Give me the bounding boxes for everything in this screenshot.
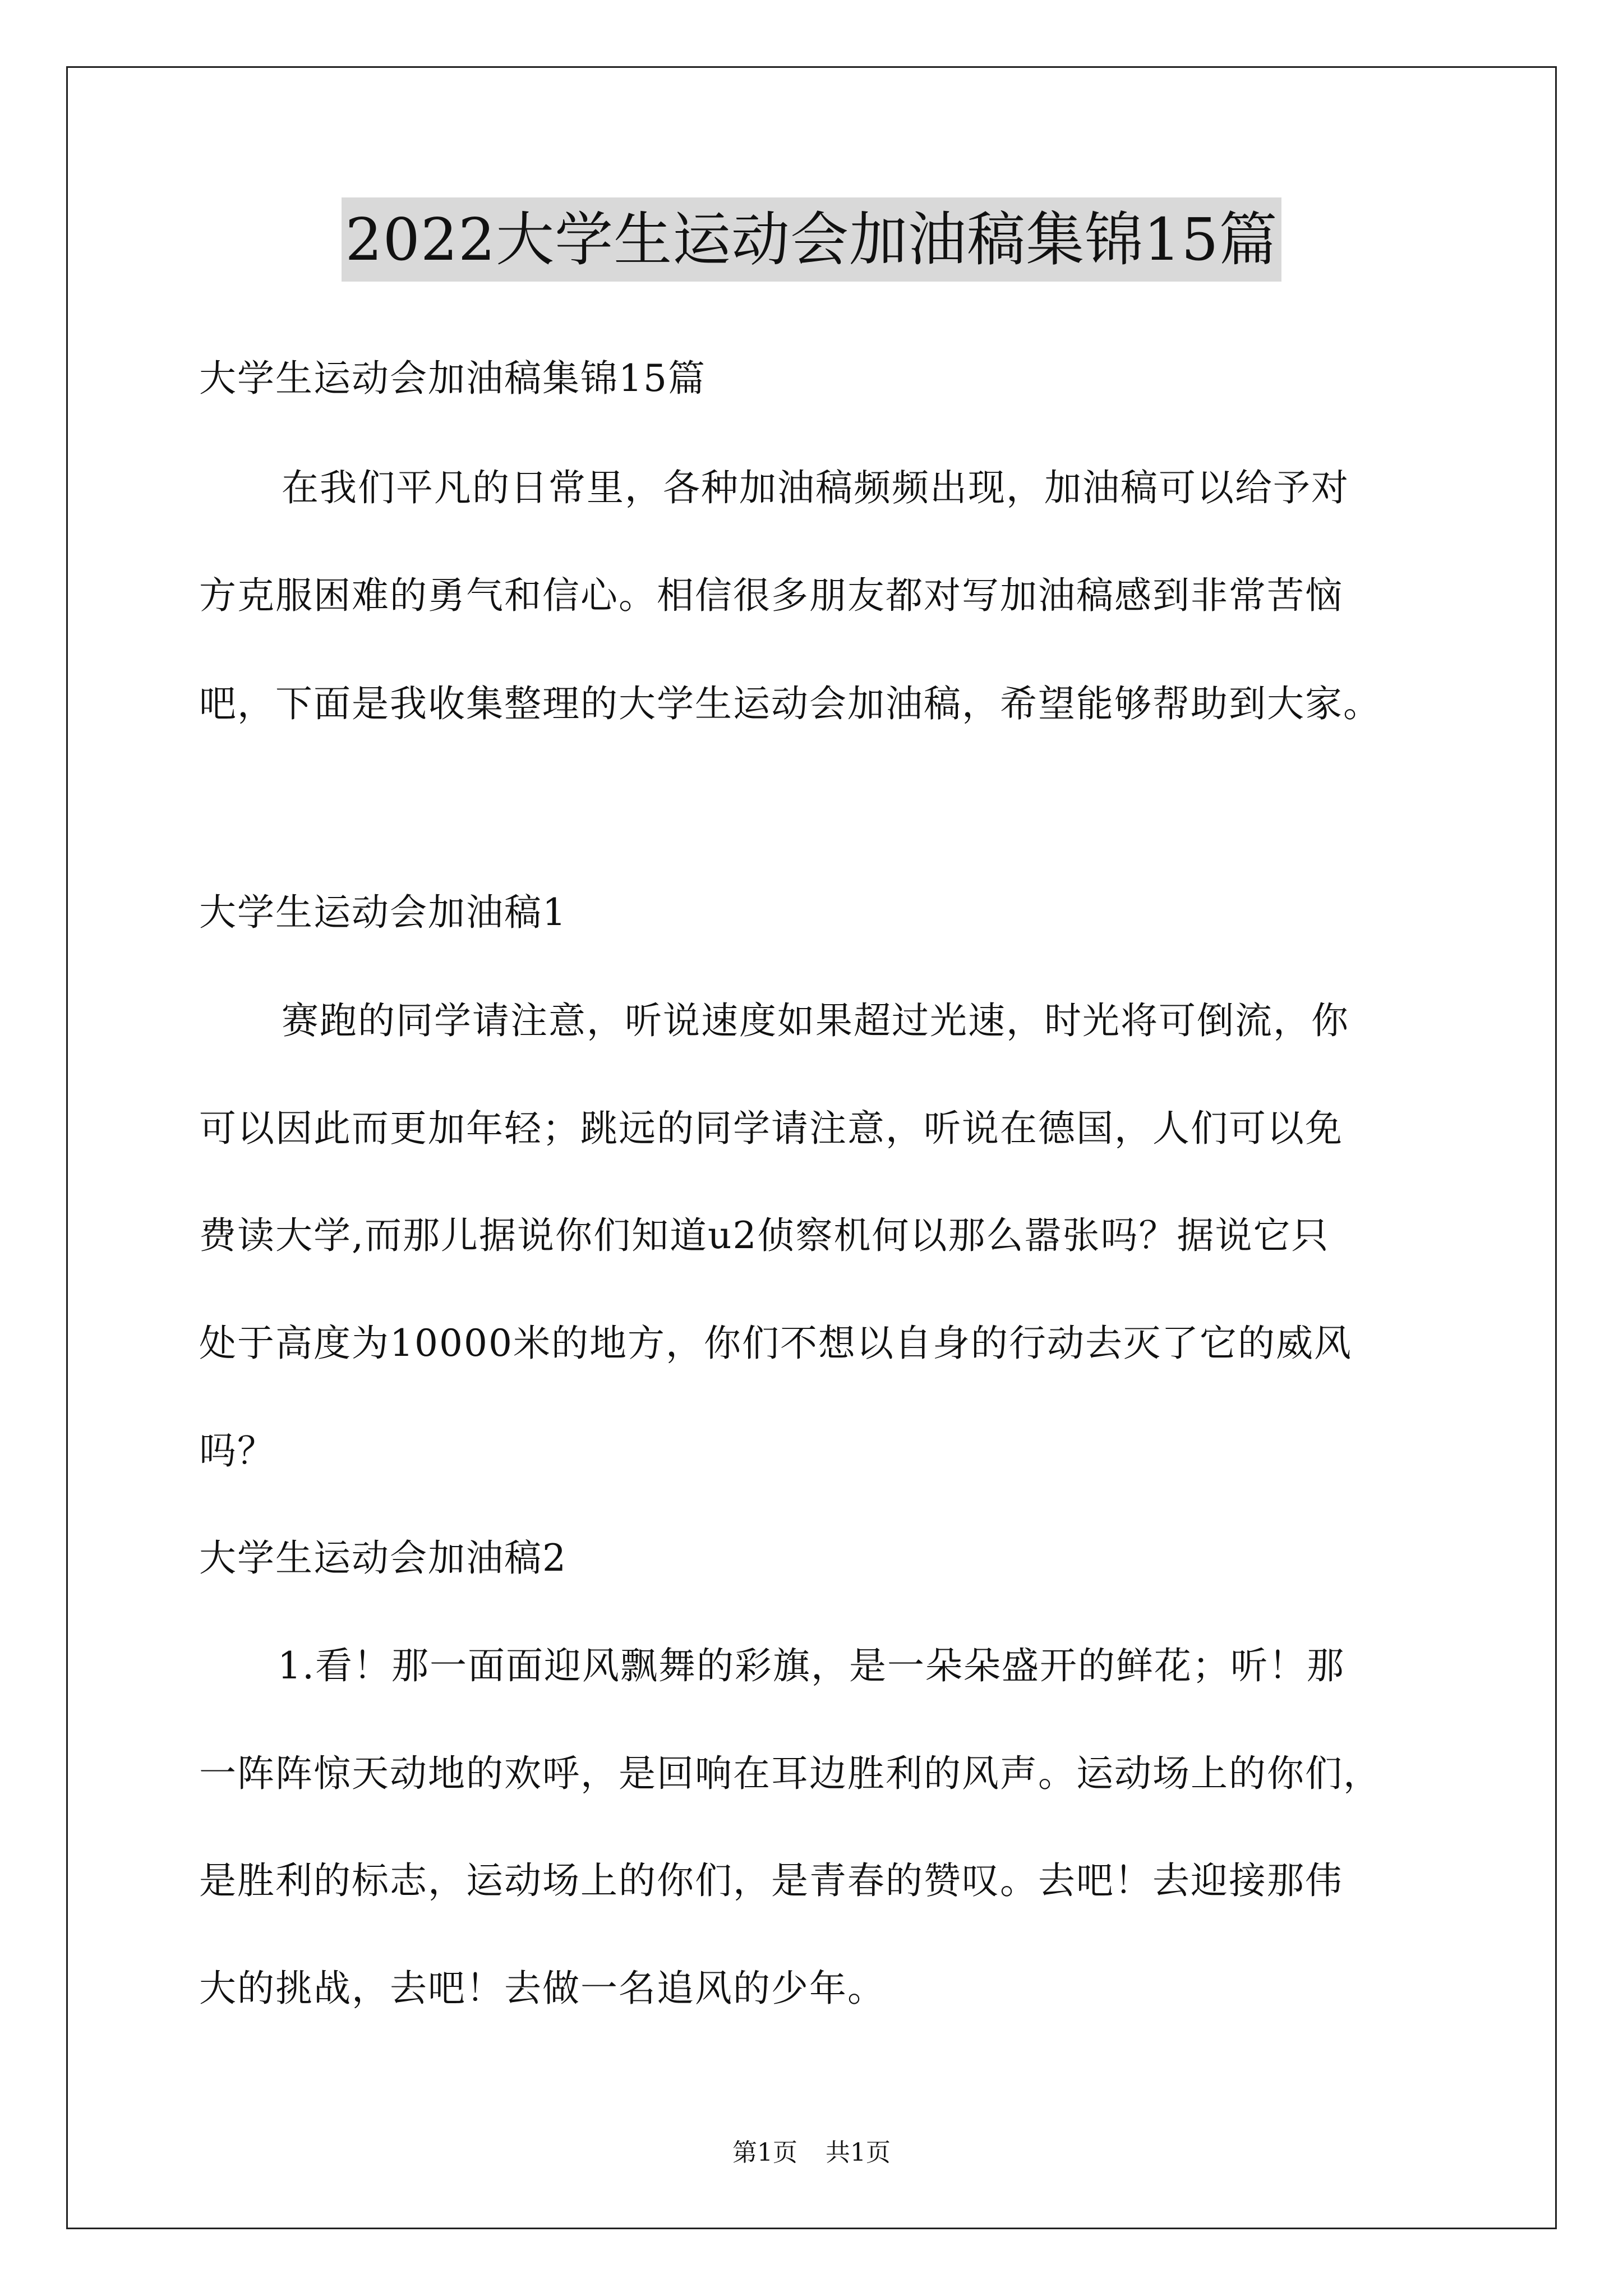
section-2-line-4: 大的挑战，去吧！去做一名追风的少年。 — [199, 1967, 886, 2010]
section-1-line-4: 处于高度为10000米的地方，你们不想以自身的行动去灭了它的威风 — [199, 1322, 1352, 1365]
title-wrapper — [0, 197, 1623, 282]
section-1-line-5: 吗？ — [199, 1429, 275, 1473]
page-total: 共1页 — [826, 2138, 891, 2167]
section-2-line-2: 一阵阵惊天动地的欢呼，是回响在耳边胜利的风声。运动场上的你们， — [199, 1752, 1381, 1795]
section-1-line-3: 费读大学,而那儿据说你们知道u2侦察机何以那么嚣张吗？据说它只 — [199, 1214, 1330, 1257]
page-number: 第1页 — [732, 2138, 797, 2167]
section-2-line-3: 是胜利的标志，运动场上的你们，是青春的赞叹。去吧！去迎接那伟 — [199, 1859, 1343, 1902]
subtitle-line: 大学生运动会加油稿集锦15篇 — [199, 357, 706, 400]
section-1-line-2: 可以因此而更加年轻；跳远的同学请注意，听说在德国，人们可以免 — [199, 1107, 1343, 1150]
section-2-line-1: 1.看！那一面面迎风飘舞的彩旗，是一朵朵盛开的鲜花；听！那 — [278, 1644, 1345, 1687]
intro-line-2: 方克服困难的勇气和信心。相信很多朋友都对写加油稿感到非常苦恼 — [199, 574, 1343, 617]
page-footer — [0, 2136, 1623, 2170]
intro-line-3: 吧，下面是我收集整理的大学生运动会加油稿，希望能够帮助到大家。 — [199, 682, 1381, 725]
intro-line-1: 在我们平凡的日常里，各种加油稿频频出现，加油稿可以给予对 — [282, 466, 1349, 509]
section-heading-1: 大学生运动会加油稿1 — [199, 891, 567, 934]
document-title: 2022大学生运动会加油稿集锦15篇 — [342, 197, 1281, 282]
section-heading-2: 大学生运动会加油稿2 — [199, 1536, 567, 1580]
section-1-line-1: 赛跑的同学请注意，听说速度如果超过光速，时光将可倒流，你 — [282, 999, 1349, 1042]
